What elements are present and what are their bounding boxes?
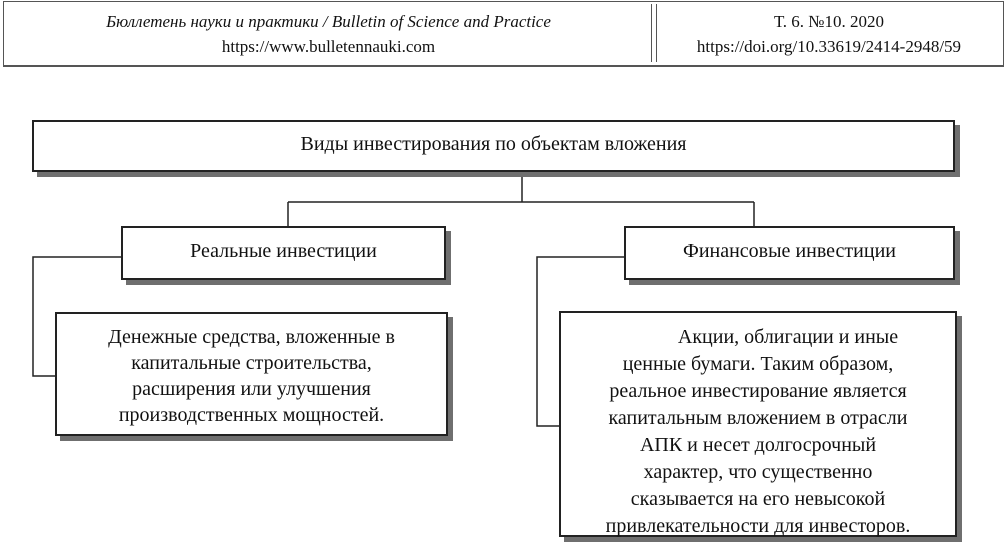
financial-investments-box	[624, 226, 955, 280]
real-desc-line: капитальные строительства,	[131, 352, 372, 374]
real-desc-line: Денежные средства, вложенные в	[108, 326, 395, 348]
financial-desc-line: АПК и несет долгосрочный	[639, 434, 877, 456]
journal-doi: https://doi.org/10.33619/2414-2948/59	[696, 37, 962, 56]
real-desc-line: расширения или улучшения	[132, 378, 371, 400]
diagram-title: Виды инвестирования по объектам вложения	[300, 133, 687, 155]
financial-desc-line: капитальным вложением в отрасли	[608, 407, 908, 429]
real-investments-description-box	[55, 312, 448, 436]
real-investments-box	[121, 226, 446, 280]
financial-investments-description-box	[559, 311, 957, 537]
financial-desc-line: реальное инвестирование является	[609, 380, 907, 402]
journal-title: Бюллетень науки и практики / Bulletin of Science and Practice	[106, 12, 551, 31]
financial-desc-line: характер, что существенно	[643, 461, 873, 483]
financial-desc-line: привлекательности для инвесторов.	[605, 515, 911, 537]
financial-desc-line: сказывается на его невысокой	[630, 488, 886, 510]
real-desc-line: производственных мощностей.	[118, 404, 385, 426]
real-investments-label: Реальные инвестиции	[190, 240, 377, 262]
journal-website: https://www.bulletennauki.com	[221, 37, 436, 56]
financial-desc-line: Акции, облигации и иные	[677, 326, 899, 348]
financial-investments-label: Финансовые инвестиции	[683, 240, 896, 262]
diagram-title-box	[32, 120, 955, 172]
journal-issue: Т. 6. №10. 2020	[774, 12, 884, 31]
financial-desc-line: ценные бумаги. Таким образом,	[622, 353, 894, 375]
